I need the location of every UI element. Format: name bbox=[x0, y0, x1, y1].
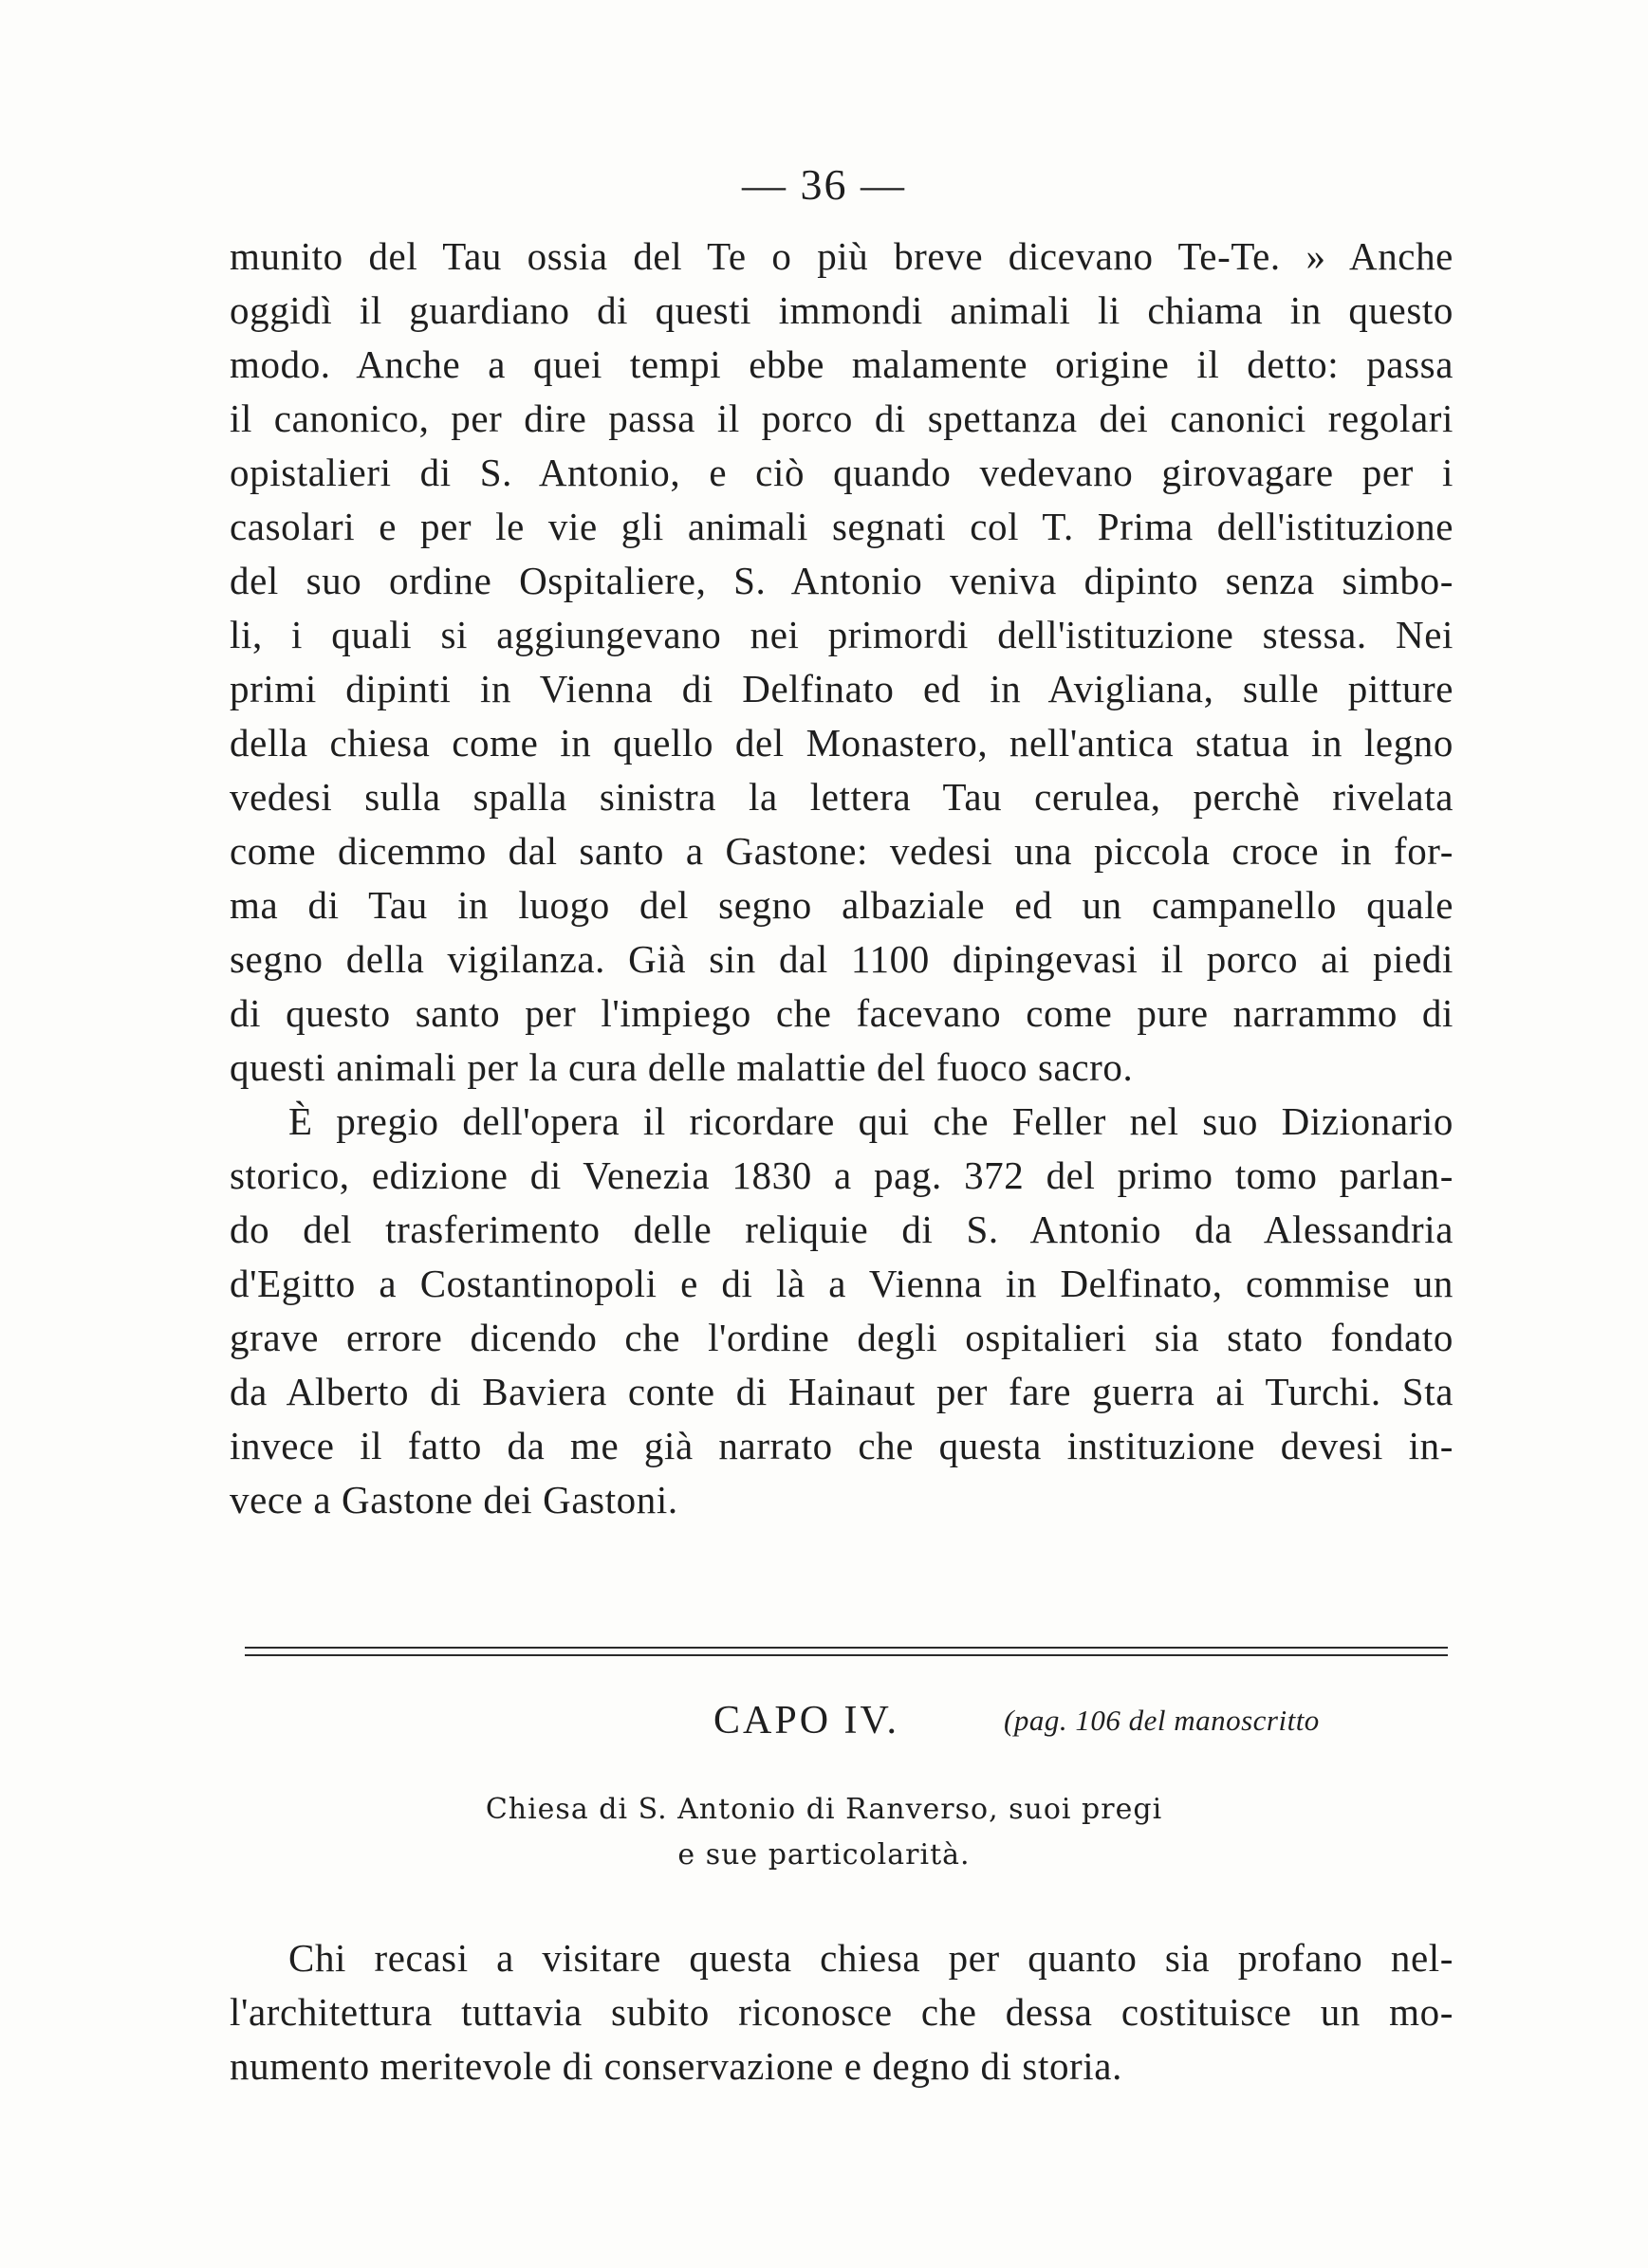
text-line: storico, edizione di Venezia 1830 a pag. 372 del primo tomo parlan- bbox=[230, 1153, 1454, 1197]
chapter-subtitle: Chiesa di S. Antonio di Ranverso, suoi pregi bbox=[485, 1793, 1163, 1826]
text-line: come dicemmo dal santo a Gastone: vedesi una piccola croce in for- bbox=[230, 829, 1454, 873]
text-line: ma di Tau in luogo del segno albaziale ed un campanello quale bbox=[230, 883, 1454, 927]
text-line: do del trasferimento delle reliquie di S. Antonio da Alessandria bbox=[230, 1208, 1454, 1251]
text-line: vece a Gastone dei Gastoni. bbox=[230, 1478, 678, 1521]
manuscript-reference: (pag. 106 del manoscritto bbox=[1004, 1704, 1320, 1737]
text-line: casolari e per le vie gli animali segnati col T. Prima dell'istituzione bbox=[230, 505, 1454, 548]
text-line: Chi recasi a visitare questa chiesa per quanto sia profano nel- bbox=[288, 1936, 1454, 1980]
text-line: modo. Anche a quei tempi ebbe malamente origine il detto: passa bbox=[230, 342, 1454, 386]
section-divider bbox=[245, 1654, 1448, 1656]
text-line: di questo santo per l'impiego che facevano come pure narrammo di bbox=[230, 991, 1454, 1035]
chapter-body-text bbox=[230, 1931, 1454, 2093]
section-divider bbox=[245, 1647, 1448, 1649]
text-line: della chiesa come in quello del Monastero, nell'antica statua in legno bbox=[230, 721, 1454, 765]
body-text bbox=[230, 230, 1454, 1527]
text-line: munito del Tau ossia del Te o più breve dicevano Te-Te. » Anche bbox=[230, 234, 1454, 278]
chapter-subtitle: e sue particolarità. bbox=[677, 1838, 971, 1872]
chapter-title: CAPO IV. bbox=[713, 1699, 899, 1742]
text-line: oggidì il guardiano di questi immondi animali li chiama in questo bbox=[230, 288, 1454, 332]
text-line: opistalieri di S. Antonio, e ciò quando vedevano girovagare per i bbox=[230, 451, 1454, 494]
chapter-heading bbox=[0, 1698, 1648, 1755]
text-line: numento meritevole di conservazione e degno di storia. bbox=[230, 2044, 1122, 2088]
text-line: questi animali per la cura delle malattie del fuoco sacro. bbox=[230, 1045, 1134, 1089]
text-line: li, i quali si aggiungevano nei primordi dell'istituzione stessa. Nei bbox=[230, 613, 1454, 656]
text-line: l'architettura tuttavia subito riconosce che dessa costituisce un mo- bbox=[230, 1990, 1454, 2034]
text-line: da Alberto di Baviera conte di Hainaut per fare guerra ai Turchi. Sta bbox=[230, 1370, 1454, 1413]
text-line: grave errore dicendo che l'ordine degli ospitalieri sia stato fondato bbox=[230, 1316, 1454, 1359]
text-line: segno della vigilanza. Già sin dal 1100 dipingevasi il porco ai piedi bbox=[230, 937, 1454, 981]
page-number: — 36 — bbox=[742, 160, 906, 209]
text-line: vedesi sulla spalla sinistra la lettera Tau cerulea, perchè rivelata bbox=[230, 775, 1454, 819]
text-line: È pregio dell'opera il ricordare qui che Feller nel suo Dizionario bbox=[288, 1099, 1454, 1143]
text-line: primi dipinti in Vienna di Delfinato ed in Avigliana, sulle pitture bbox=[230, 667, 1454, 710]
text-line: il canonico, per dire passa il porco di spettanza dei canonici regolari bbox=[230, 396, 1454, 440]
text-line: del suo ordine Ospitaliere, S. Antonio veniva dipinto senza simbo- bbox=[230, 559, 1454, 602]
text-line: invece il fatto da me già narrato che questa instituzione devesi in- bbox=[230, 1424, 1454, 1467]
text-line: d'Egitto a Costantinopoli e di là a Vienna in Delfinato, commise un bbox=[230, 1262, 1454, 1305]
